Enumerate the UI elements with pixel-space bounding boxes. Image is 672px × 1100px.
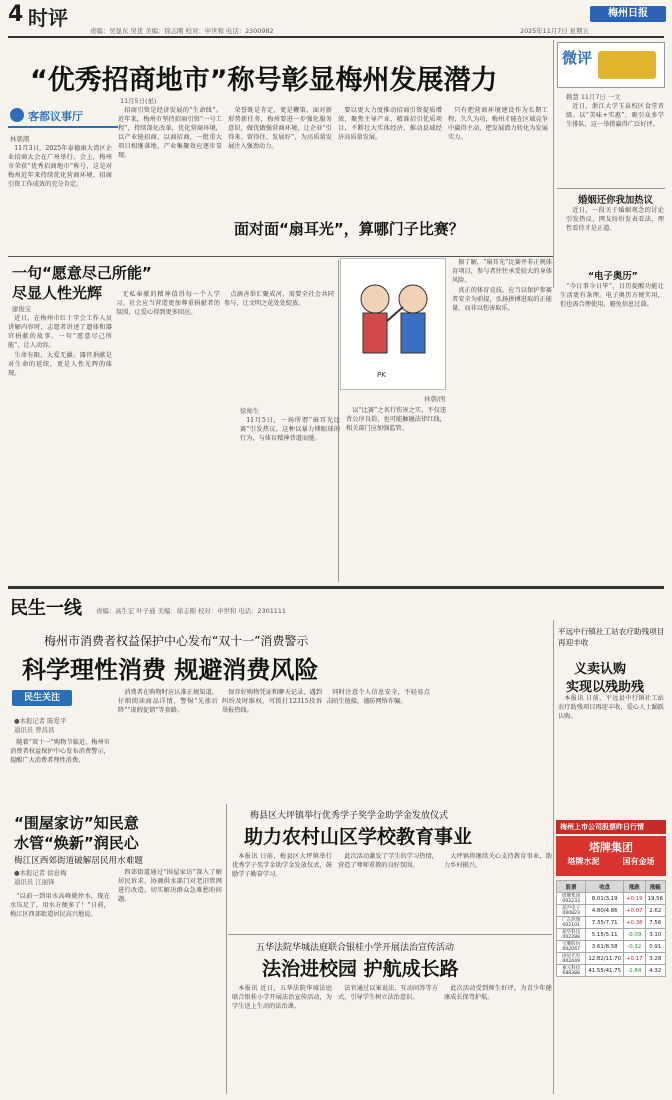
story2-headline-line2: 水管“焕新”润民心	[14, 834, 139, 852]
top-article-divider	[8, 256, 553, 257]
stock-row	[557, 953, 666, 965]
story-divider-v	[226, 804, 227, 1094]
top-article-col-5: 只有把营商环境建设作为长期工程，久久为功，梅州才能在区域竞争中赢得主动，把发展潜力转化为发展实力。	[448, 107, 548, 141]
stock-cell: 5.15/5.11	[586, 929, 624, 941]
story2-headline-line1: “围屋家访”知民意	[14, 814, 139, 832]
weiping-badge-box	[557, 42, 665, 88]
stock-banner-slogan-1: 塔牌水泥	[567, 857, 600, 866]
stock-banner-brand: 塔牌集团	[589, 841, 633, 854]
story5-headline-line1: 义卖认购	[574, 662, 627, 677]
story3-divider	[228, 934, 552, 935]
stock-box-header	[556, 820, 666, 834]
stock-row	[557, 929, 666, 941]
story2-col-1: “以前一到用水高峰就停水，现在水压足了，用水方便多了！”日前，梅江区西郊街道居民高兴地说。	[10, 893, 110, 918]
stock-banner-slogan	[556, 856, 666, 867]
lead-badge: 民生关注	[12, 690, 72, 706]
stock-box-title: 梅州上市公司股票昨日行情	[560, 823, 644, 831]
article2-col-1: 近日，在梅州市红十字会工作人员讲解内容时，志愿者讲述了遗体和器官捐献的故事。一句“愿意尽己所能”，让人动容。 生命有限，大爱无疆。器官捐献是对生命的延续，更是人性光辉的体现。	[8, 315, 112, 377]
stock-cell: 2.62	[645, 905, 665, 917]
stock-cell: 4.80/4.86	[586, 905, 624, 917]
stock-cell: +0.17	[624, 953, 646, 965]
stock-row	[557, 965, 666, 977]
lead-col-4: 同时注意个人信息安全，不轻易点击陌生链接，谨防网络诈骗。	[326, 689, 430, 705]
article2-headline-line1: 一句“愿意尽己所能”	[12, 264, 152, 282]
stock-cell: 塔牌集团 002233	[557, 893, 586, 905]
stock-cell: 3.61/8.58	[586, 941, 624, 953]
story3-col-2: 此次活动激发了学生的学习热情，营造了尊师重教的良好氛围。	[338, 853, 438, 869]
article3-col-2: 以“比赛”之名行伤害之实，不仅违背公序良俗，也可能触碰法律红线，相关部门应加强监管。	[346, 407, 446, 432]
story4-col-2: 法官通过以案说法、互动问答等方式，引导学生树立法治意识。	[338, 985, 438, 1001]
stock-banner-slogan-2: 国有金场	[622, 857, 655, 866]
stock-cell: +0.07	[624, 905, 646, 917]
article3-col-1: 11月5日，一场所谓“扇耳光比赛”引发热议。这种以暴力博眼球的行为，与体育精神背道而驰。	[240, 417, 340, 442]
stock-cell: +0.19	[624, 893, 646, 905]
right-column-divider	[553, 40, 554, 288]
section-title: 时评	[28, 6, 68, 30]
top-article-col-2: 招商引资是经济发展的“生命线”。近年来，梅州市坚持招商引资“一号工程”，持续深化改革，优化营商环境，以产业链招商、以商招商，一批重大项目相继落地，产业集聚效应逐步显现。	[118, 107, 222, 159]
header-editors: 责编：吴显东 吴优 美编：徐志刚 校对：申世和 电话：2300982	[90, 27, 274, 35]
story2-byline: ●本报记者 徐意梅 通讯员 江丽锋	[14, 869, 67, 886]
column-badge-icon	[10, 108, 24, 122]
top-author: 林朝潮	[10, 135, 30, 143]
stock-col-header: 收盘	[586, 881, 624, 893]
stock-col-header: 股票	[557, 881, 586, 893]
stock-table-header	[557, 881, 666, 893]
stock-cell: -0.09	[624, 929, 646, 941]
section2-editors: 责编：高生宏 叶子通 美编：徐志刚 校对：申世和 电话：2301111	[96, 607, 286, 615]
stock-cell: 宝鹰股份 002047	[557, 941, 586, 953]
stock-cell: 0.91	[645, 941, 665, 953]
story4-col-3: 此次活动受到师生好评，为青少年健康成长保驾护航。	[444, 985, 552, 1001]
story5-col-1: 本报讯 日前，平远县中行镇社工站农疗助残项目再迎丰收，爱心人士踊跃认购。	[558, 695, 664, 720]
story3-kicker: 梅县区大坪镇举行优秀学子奖学金助学金发放仪式	[250, 811, 449, 821]
stock-col-header: 涨幅	[645, 881, 665, 893]
stock-row	[557, 941, 666, 953]
stock-cell: 8.01/3.19	[586, 893, 624, 905]
story3-col-3: 大坪镇将继续关心支持教育事业，助力乡村振兴。	[444, 853, 552, 869]
story4-col-1: 本报讯 近日，五华法院华城法庭联合银桂小学开展法治宣传活动，为学生送上生动的法治课。	[232, 985, 332, 1010]
stock-cell: 12.82/11.70	[586, 953, 624, 965]
top-article-col-4: 要以更大力度推动招商引资提质增效，聚焦主导产业，精准招引优质项目，不断壮大实体经济，推动县域经济高质量发展。	[338, 107, 442, 141]
newspaper-logo: 梅州日报	[590, 6, 666, 22]
stock-cell: 国星光电 002449	[557, 953, 586, 965]
weiping-col-1: 近日，浙江大学玉泉校区食堂晋级。以“美味+实惠”，吸引众多学生排队，这一举措赢得广泛好评。	[566, 103, 664, 128]
story4-kicker: 五华法院华城法庭联合银桂小学开展法治宣传活动	[256, 943, 455, 953]
right-panel-divider	[553, 620, 554, 1094]
stock-cell: 超华科技 002288	[557, 929, 586, 941]
stock-cell: 3.28	[645, 953, 665, 965]
cartoon-credit: 林朝/图	[424, 395, 446, 403]
stock-cell: -1.84	[624, 965, 646, 977]
story2-subhead: 梅江区西郊街道破解居民用水难题	[14, 856, 143, 866]
lead-col-1: 随着“双十一”购物节临近，梅州市消费者权益保护中心发布消费警示，提醒广大消费者理性消费。	[10, 739, 110, 764]
stock-cell: 嘉元科技 688388	[557, 965, 586, 977]
weiping-illustration-icon	[598, 51, 656, 79]
story5-headline-line2: 实现以残助残	[566, 680, 645, 695]
article2-headline-line2: 尽显人性光辉	[12, 284, 103, 302]
column-badge-label: 客都议事厅	[28, 110, 83, 123]
stock-cell: 4.32	[645, 965, 665, 977]
svg-text:PK: PK	[377, 371, 386, 379]
article2-author: 廖俊宝	[12, 305, 32, 313]
article3-col-3: 据了解，“扇耳光”比赛并非正规体育项目，参与者往往承受较大的身体风险。 真正的体育竞技，应当以保护参赛者安全为前提，弘扬拼搏进取的正能量，而非以伤害取乐。	[452, 259, 552, 312]
stock-cell: +0.38	[624, 917, 646, 929]
stock-cell: 19.56	[645, 893, 665, 905]
stock-cell: -0.32	[624, 941, 646, 953]
top-article-col-1: 11月3日，2025年泰德康大湾区企业招商大会在广州举行。会上，梅州市荣获“优秀招商地市”称号，这是对梅州近年来持续优化营商环境、招商引资工作成效的充分肯定。	[8, 145, 112, 188]
stock-row	[557, 917, 666, 929]
weiping-author-1: 赖慧 11月7日 一文	[566, 93, 621, 101]
section2-rule	[8, 586, 664, 589]
article2-col-3: 点滴善举汇聚成河，需要全社会共同参与，让文明之花处处绽放。	[224, 291, 334, 307]
cartoon-illustration	[341, 259, 446, 390]
section2-title: 民生一线	[10, 598, 82, 619]
column-badge	[8, 104, 118, 128]
article3-cartoon	[340, 258, 446, 390]
stock-cell: 广东鸿图 002101	[557, 917, 586, 929]
weiping-badge: 微评	[562, 49, 593, 67]
lead-col-2: 消费者在购物时应认准正规渠道，仔细阅读商品详情，警惕“先涨后降”“虚假促销”等套路。	[118, 689, 218, 714]
main-headline: “优秀招商地市”称号彰显梅州发展潜力	[30, 65, 498, 96]
lead-headline: 科学理性消费 规避消费风险	[22, 656, 319, 684]
lead-kicker: 梅州市消费者权益保护中心发布“双十一”消费警示	[44, 634, 309, 648]
stock-cell: 3.10	[645, 929, 665, 941]
page-header	[0, 0, 672, 36]
top-article-col-3: 荣誉既是肯定，更是鞭策。面对新形势新任务，梅州要进一步强化服务意识，做优做强营商环境，让企业“引得来、留得住、发展好”，为高质量发展注入强劲动力。	[228, 107, 332, 150]
story4-headline: 法治进校园 护航成长路	[262, 958, 459, 980]
stock-cell: 7.56	[645, 917, 665, 929]
header-rule	[8, 36, 664, 38]
weiping-divider-1	[557, 188, 665, 189]
stock-cell: 41.55/41.75	[586, 965, 624, 977]
article2-col-2: 无私奉献的精神值得每一个人学习。社会应当营造更加尊重捐献者的氛围，让爱心得到更多回应。	[116, 291, 220, 316]
weiping-col-2: 近日，一段关于婚姻观念的讨论引发热议，网友纷纷发表看法，理性看待才是正道。	[566, 207, 664, 232]
story5-kicker: 平远中行镇社工站农疗助残项目再迎丰收	[558, 627, 665, 647]
lead-byline: ●本报记者 陈爱平 通讯员 曾昌昌	[14, 717, 67, 734]
stock-table	[556, 880, 666, 977]
stock-cell: 7.35/7.71	[586, 917, 624, 929]
article3-author: 徐帅生	[240, 407, 260, 415]
page-number: 4	[8, 2, 24, 27]
story3-col-1: 本报讯 日前，梅县区大坪镇举行优秀学子奖学金助学金发放仪式，鼓励学子勤奋学习。	[232, 853, 332, 878]
lead-col-3: 保存好购物凭证和聊天记录，遇到纠纷及时维权，可拨打12315投诉举报热线。	[222, 689, 322, 714]
story2-col-2: 西郊街道通过“围屋家访”深入了解居民诉求，协调供水部门对老旧管网进行改造，切实解决群众急难愁盼问题。	[118, 869, 222, 903]
stock-cell: 超声电子 000823	[557, 905, 586, 917]
weiping-title-2: 婚姻还你我加热议	[578, 195, 654, 206]
story3-headline: 助力农村山区学校教育事业	[244, 826, 473, 848]
top-date-note: 11月5日(星)	[120, 97, 157, 105]
stock-col-header: 涨跌	[624, 881, 646, 893]
header-date: 2025年11月7日 星期五	[520, 27, 589, 35]
weiping-col-3: “今日事今日毕”，日历提醒功能让生活更有条理。电子奥历方便实用，但也需合理使用，避免信息过载。	[560, 283, 664, 308]
article3-headline: 面对面“扇耳光”，算哪门子比赛？	[234, 220, 464, 238]
stock-row	[557, 905, 666, 917]
stock-row	[557, 893, 666, 905]
weiping-title-3: “电子奥历”	[588, 271, 638, 282]
stock-banner	[556, 836, 666, 876]
